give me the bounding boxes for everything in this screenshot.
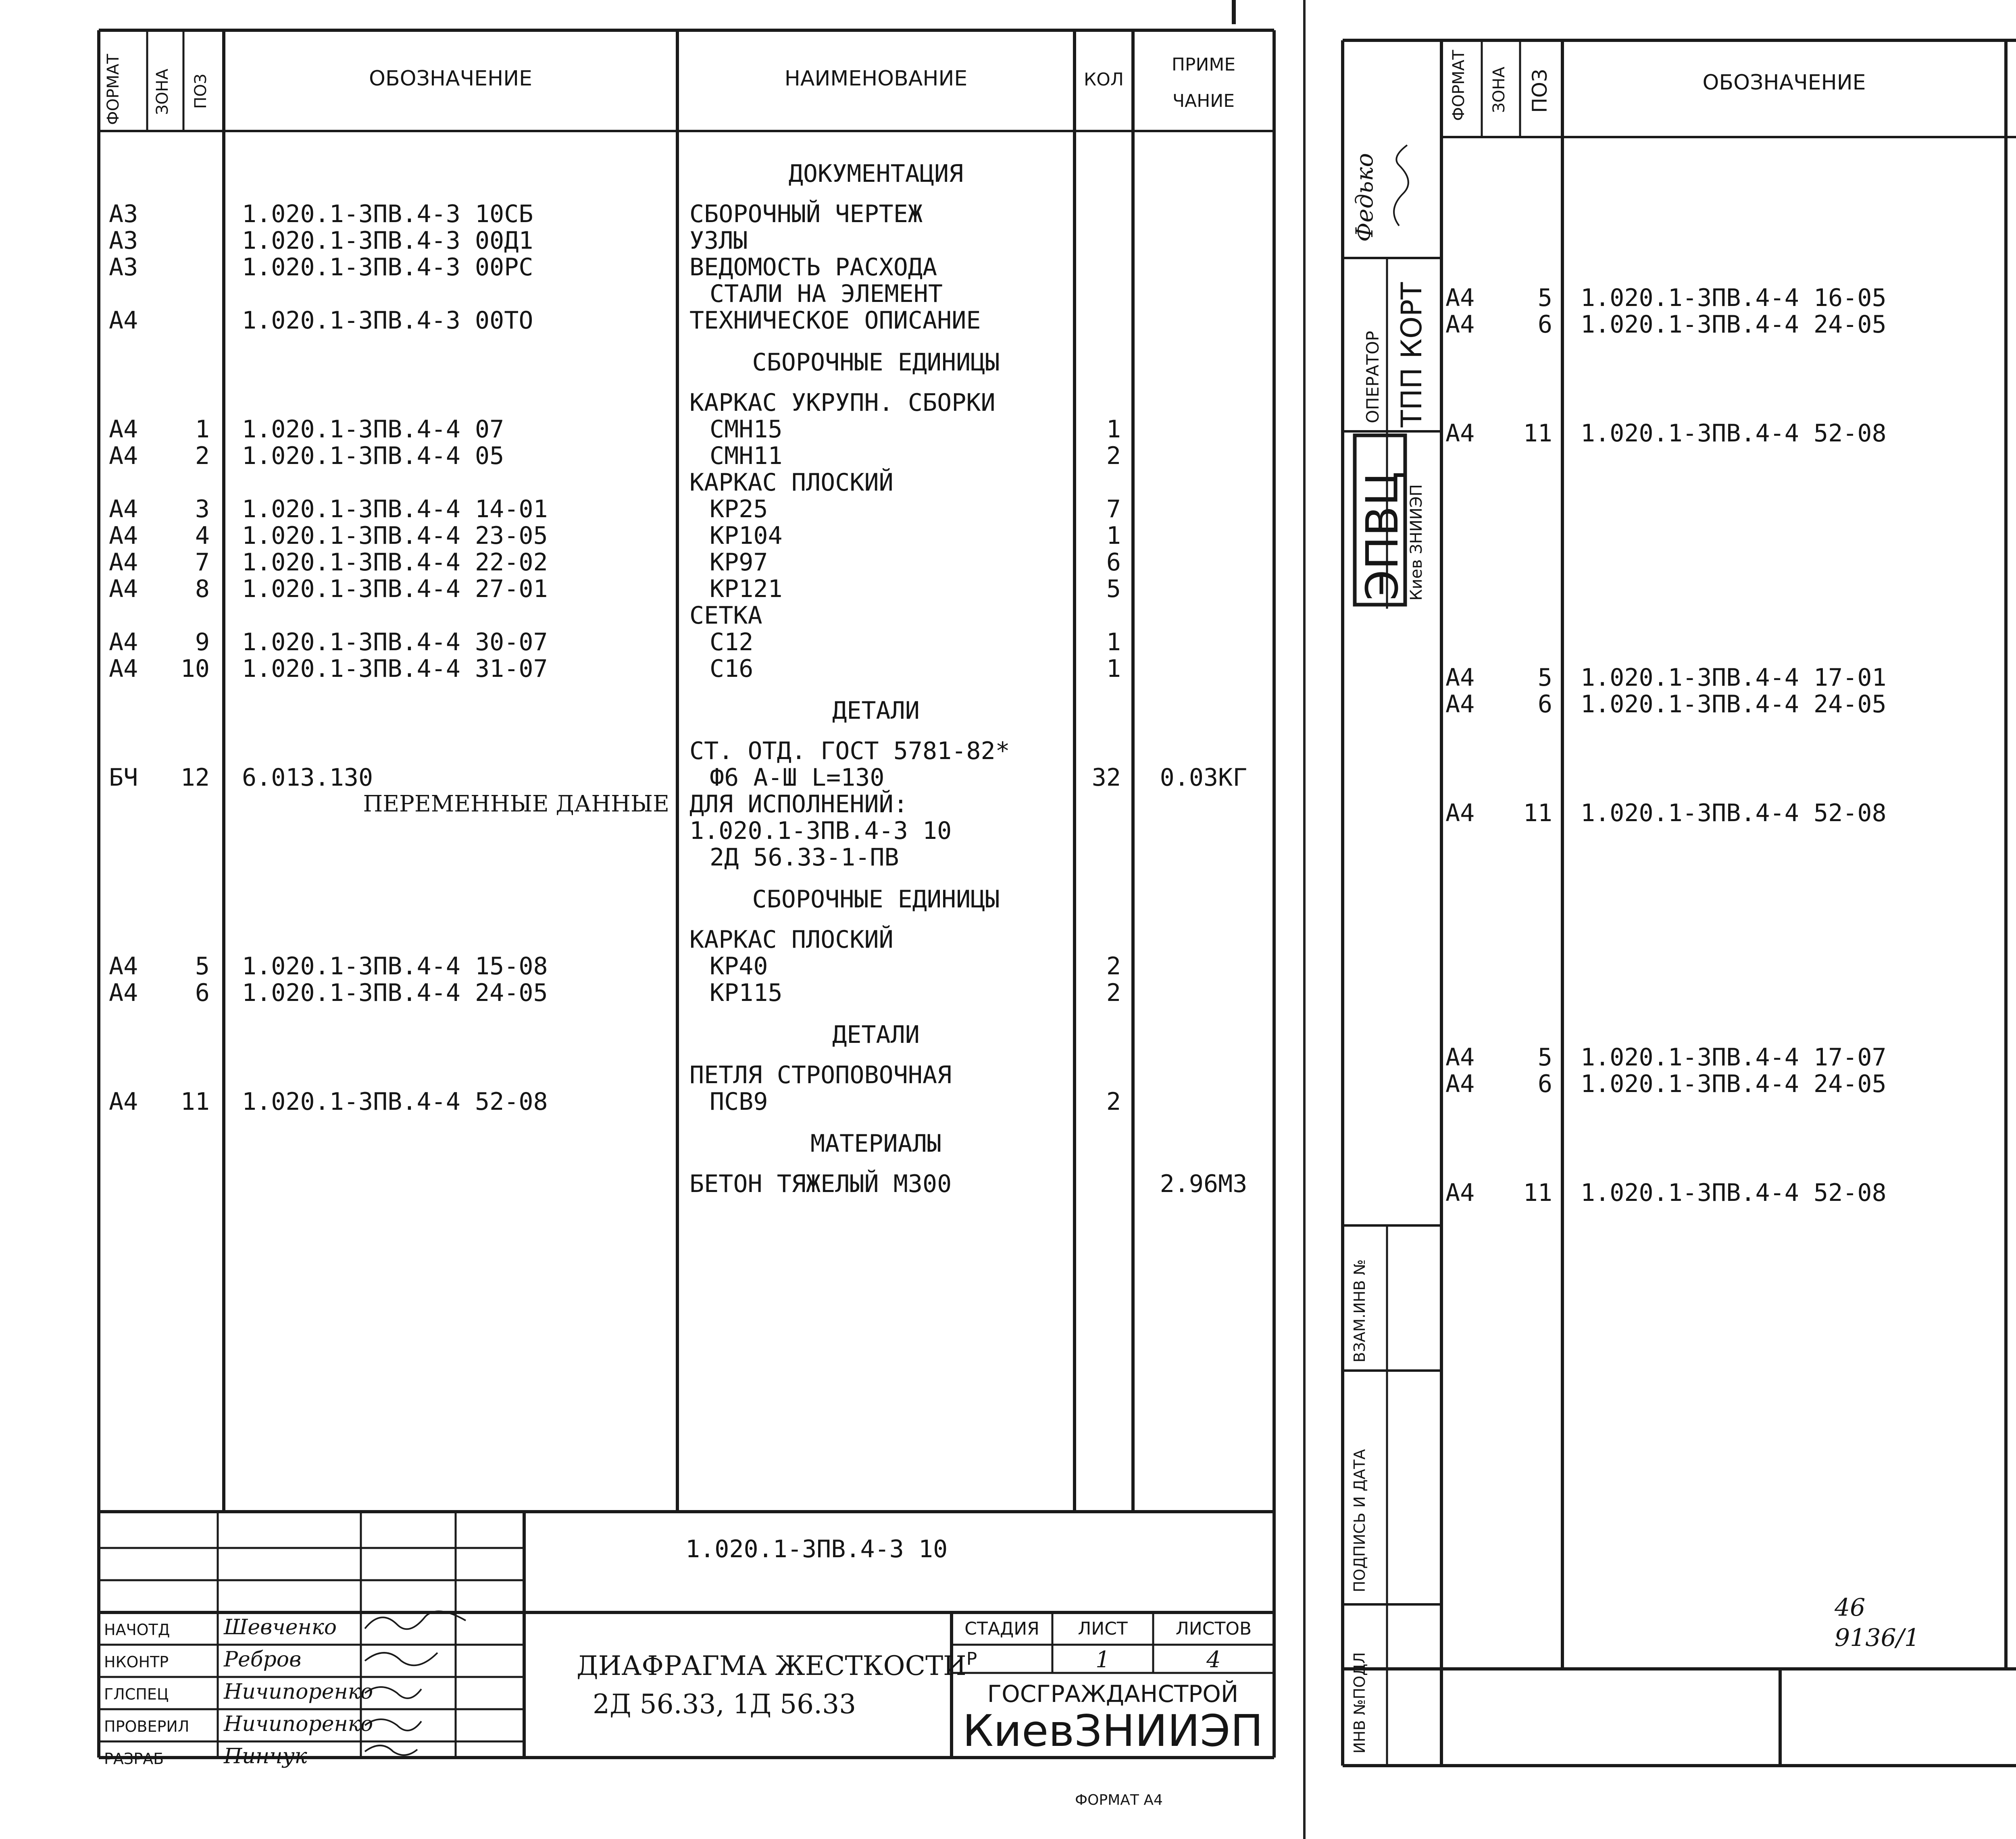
row-name: СМН11 (710, 442, 783, 470)
row-quantity: 5 (1106, 575, 1121, 603)
row-quantity: 7 (1106, 495, 1121, 523)
row-name: СТАЛИ НА ЭЛЕМЕНТ (710, 280, 943, 308)
row-designation: 1.020.1-3ПВ.4-4 15-08 (242, 952, 548, 980)
row-format: А4 (109, 628, 138, 656)
hdr-designation: ОБОЗНАЧЕНИЕ (369, 67, 532, 91)
row-name: Ф6 А-Ш L=130 (710, 763, 885, 792)
row-format: А4 (1445, 1179, 1475, 1207)
row-format: А4 (109, 548, 138, 576)
row-designation: 6.013.130 (242, 763, 373, 792)
row-position: 11 (180, 1088, 210, 1116)
row-position: 4 (195, 522, 210, 550)
left-format-caption: ФОРМАТ А4 (1075, 1792, 1163, 1808)
role-label: РАЗРАБ (104, 1750, 164, 1768)
row-format: А4 (109, 655, 138, 683)
row-section-title (2006, 1112, 2016, 1140)
row-name: КАРКАС ПЛОСКИЙ (689, 926, 893, 954)
stamp-hand-1: 46 (1835, 1594, 1866, 1622)
row-name: КР97 (710, 548, 768, 576)
row-position: 1 (195, 415, 210, 443)
left-sheet-value: 1 (1095, 1647, 1110, 1673)
row-name: ПСВ9 (710, 1088, 768, 1116)
row-format: А3 (109, 227, 138, 255)
row-quantity: 1 (1106, 655, 1121, 683)
role-label: ГЛСПЕЦ (104, 1685, 169, 1703)
left-sheet-label: ЛИСТ (1078, 1618, 1128, 1639)
row-format: А4 (109, 979, 138, 1007)
side-tpp: ТПП КОРТ (1395, 282, 1428, 427)
row-position: 5 (1537, 664, 1552, 692)
row-name: ПЕТЛЯ СТРОПОВОЧНАЯ (689, 1061, 952, 1089)
role-label: ПРОВЕРИЛ (104, 1718, 190, 1735)
row-position: 6 (1537, 1070, 1552, 1098)
row-designation: 1.020.1-3ПВ.4-4 14-01 (242, 495, 548, 523)
role-signature-name: Ребров (224, 1648, 302, 1672)
hdr-note-2: ЧАНИЕ (1172, 91, 1235, 111)
row-section-title (2006, 461, 2016, 489)
row-name: УЗЛЫ (689, 227, 748, 255)
row-section-title: ДОКУМЕНТАЦИЯ (788, 160, 964, 188)
hdr-format: ФОРМАТ (104, 54, 123, 125)
side-podpis: ПОДПИСЬ И ДАТА (1351, 1449, 1368, 1592)
row-name: СМН15 (710, 415, 783, 443)
row-name: КАРКАС ПЛОСКИЙ (689, 468, 893, 497)
row-designation: 1.020.1-3ПВ.4-4 52-08 (1581, 799, 1887, 827)
row-format: А4 (1445, 284, 1475, 312)
row-quantity: 1 (1106, 415, 1121, 443)
side-inv: ИНВ №ПОДЛ (1351, 1652, 1368, 1754)
row-designation: 1.020.1-3ПВ.4-4 16-05 (1581, 284, 1887, 312)
row-section-title (2006, 976, 2016, 1005)
role-label: НАЧОТД (104, 1621, 170, 1639)
row-format: А4 (109, 495, 138, 523)
row-quantity: 2 (1106, 979, 1121, 1007)
row-format: А4 (109, 442, 138, 470)
hdr-designation-r: ОБОЗНАЧЕНИЕ (1702, 71, 1866, 95)
hdr-format-r: ФОРМАТ (1450, 50, 1468, 121)
row-section-title (2006, 1221, 2016, 1249)
row-format: А3 (109, 200, 138, 228)
row-position: 6 (1537, 310, 1552, 339)
row-designation: 1.020.1-3ПВ.4-4 07 (242, 415, 504, 443)
row-section-title (2006, 597, 2016, 625)
row-designation: 1.020.1-3ПВ.4-3 00Д1 (242, 227, 533, 255)
row-format: А4 (109, 1088, 138, 1116)
role-signature-name: Пинчук (224, 1744, 307, 1768)
row-name: КР121 (710, 575, 783, 603)
row-designation: 1.020.1-3ПВ.4-4 24-05 (1581, 690, 1887, 718)
row-format: А4 (1445, 310, 1475, 339)
row-position: 6 (195, 979, 210, 1007)
row-position: 11 (1523, 1179, 1552, 1207)
row-position: 5 (1537, 1043, 1552, 1071)
row-name: КР115 (710, 979, 783, 1007)
left-doc-code: 1.020.1-3ПВ.4-3 10 (685, 1535, 948, 1563)
left-title-line1: ДИАФРАГМА ЖЕСТКОСТИ (577, 1650, 966, 1681)
row-section-title: СБОРОЧНЫЕ ЕДИНИЦЫ (752, 885, 1000, 913)
row-quantity: 1 (1106, 522, 1121, 550)
hdr-zone: ЗОНА (153, 69, 172, 115)
row-quantity: 2 (1106, 442, 1121, 470)
row-designation: 1.020.1-3ПВ.4-4 17-07 (1581, 1043, 1887, 1071)
row-designation: 1.020.1-3ПВ.4-4 23-05 (242, 522, 548, 550)
hdr-pos: ПОЗ (192, 73, 210, 109)
role-label: НКОНТР (104, 1653, 169, 1671)
left-sheets-label: ЛИСТОВ (1175, 1618, 1252, 1639)
row-position: 3 (195, 495, 210, 523)
side-operator: ОПЕРАТОР (1363, 331, 1383, 423)
row-section-title (2006, 217, 2016, 245)
hdr-pos-r: ПОЗ (1528, 69, 1552, 113)
row-name: ДЛЯ ИСПОЛНЕНИЙ: (689, 790, 908, 818)
row-position: 5 (195, 952, 210, 980)
row-section-title: МАТЕРИАЛЫ (810, 1130, 942, 1158)
hdr-qty: КОЛ (1084, 69, 1124, 90)
right-sheet (1331, 0, 2016, 1839)
row-position: 5 (1537, 284, 1552, 312)
row-format: А4 (109, 522, 138, 550)
row-section-title (2006, 841, 2016, 869)
row-quantity: 2 (1106, 952, 1121, 980)
side-epvc: ЭПВЦ (1356, 471, 1408, 601)
side-kiev: Киев ЗНИИЭП (1407, 484, 1426, 601)
row-position: 7 (195, 548, 210, 576)
row-format: А4 (1445, 419, 1475, 447)
left-org-1: ГОСГРАЖДАНСТРОЙ (987, 1680, 1239, 1708)
row-format: А4 (1445, 1070, 1475, 1098)
row-designation: 1.020.1-3ПВ.4-4 31-07 (242, 655, 548, 683)
row-designation: 1.020.1-3ПВ.4-4 24-05 (1581, 1070, 1887, 1098)
signature-scribbles (365, 1611, 466, 1755)
row-designation: 1.020.1-3ПВ.4-3 10СБ (242, 200, 533, 228)
row-format: А4 (109, 306, 138, 335)
row-section-title: ДЕТАЛИ (832, 697, 920, 725)
row-name: ВЕДОМОСТЬ РАСХОДА (689, 253, 937, 281)
row-name: ТЕХНИЧЕСКОЕ ОПИСАНИЕ (689, 306, 981, 335)
row-designation: 1.020.1-3ПВ.4-4 22-02 (242, 548, 548, 576)
row-note: 2.96М3 (1160, 1170, 1248, 1198)
side-hand-top: Федько (1351, 153, 1378, 242)
row-quantity: 6 (1106, 548, 1121, 576)
row-designation: 1.020.1-3ПВ.4-4 24-05 (242, 979, 548, 1007)
row-section-title: ДЕТАЛИ (832, 1021, 920, 1049)
role-signature-name: Ничипоренко (224, 1680, 373, 1704)
row-note: 0.03КГ (1160, 763, 1248, 792)
row-section-title: СБОРОЧНЫЕ ЕДИНИЦЫ (752, 348, 1000, 377)
left-stage-label: СТАДИЯ (964, 1618, 1039, 1639)
row-name: КАРКАС УКРУПН. СБОРКИ (689, 389, 996, 417)
row-designation: 1.020.1-3ПВ.4-4 24-05 (1581, 310, 1887, 339)
row-designation: 1.020.1-3ПВ.4-3 00ТО (242, 306, 533, 335)
row-format: А4 (1445, 799, 1475, 827)
row-designation: 1.020.1-3ПВ.4-4 05 (242, 442, 504, 470)
row-designation: 1.020.1-3ПВ.4-3 00РС (242, 253, 533, 281)
row-designation: 1.020.1-3ПВ.4-4 27-01 (242, 575, 548, 603)
row-designation: 1.020.1-3ПВ.4-4 52-08 (1581, 419, 1887, 447)
row-format: А4 (1445, 1043, 1475, 1071)
hdr-name-r (2006, 71, 2016, 95)
row-name: СЕТКА (689, 601, 762, 630)
row-position: 11 (1523, 419, 1552, 447)
row-name: 2Д 56.33-1-ПВ (710, 843, 899, 872)
row-position: 9 (195, 628, 210, 656)
row-name: С12 (710, 628, 754, 656)
row-position: 11 (1523, 799, 1552, 827)
row-designation: ПЕРЕМЕННЫЕ ДАННЫЕ (363, 791, 669, 817)
row-format: А4 (109, 575, 138, 603)
left-title-line2: 2Д 56.33, 1Д 56.33 (593, 1689, 856, 1720)
row-format: А4 (109, 952, 138, 980)
right-sheet-grid (1331, 0, 2016, 1839)
row-designation: 1.020.1-3ПВ.4-4 17-01 (1581, 664, 1887, 692)
hdr-zone-r: ЗОНА (1490, 67, 1508, 113)
row-position: 2 (195, 442, 210, 470)
row-position: 6 (1537, 690, 1552, 718)
row-name: СТ. ОТД. ГОСТ 5781-82* (689, 737, 1010, 765)
hdr-note-1: ПРИМЕ (1171, 54, 1236, 75)
hdr-name: НАИМЕНОВАНИЕ (784, 67, 968, 91)
row-name: СБОРОЧНЫЙ ЧЕРТЕЖ (689, 200, 923, 228)
row-format: А3 (109, 253, 138, 281)
role-signature-name: Шевченко (224, 1615, 337, 1639)
row-designation: 1.020.1-3ПВ.4-4 52-08 (242, 1088, 548, 1116)
left-org-2: КиевЗНИИЭП (962, 1706, 1263, 1756)
row-designation: 1.020.1-3ПВ.4-4 52-08 (1581, 1179, 1887, 1207)
row-format: А4 (109, 415, 138, 443)
right-side-signature (1394, 145, 1408, 226)
row-quantity: 2 (1106, 1088, 1121, 1116)
row-format: А4 (1445, 664, 1475, 692)
row-name: 1.020.1-3ПВ.4-3 10 (689, 817, 952, 845)
row-format: А4 (1445, 690, 1475, 718)
row-name: БЕТОН ТЯЖЕЛЫЙ М300 (689, 1170, 952, 1198)
left-stage-value: Р (966, 1649, 977, 1669)
row-name: КР40 (710, 952, 768, 980)
role-signature-name: Ничипоренко (224, 1712, 373, 1736)
row-name: КР25 (710, 495, 768, 523)
row-section-title (2006, 352, 2016, 381)
row-name: КР104 (710, 522, 783, 550)
row-designation: 1.020.1-3ПВ.4-4 30-07 (242, 628, 548, 656)
row-position: 10 (180, 655, 210, 683)
side-vzam: ВЗАМ.ИНВ № (1351, 1259, 1368, 1363)
left-sheets-value: 4 (1206, 1647, 1221, 1673)
stamp-hand-2: 9136/1 (1835, 1624, 1920, 1652)
row-name: С16 (710, 655, 754, 683)
row-quantity: 1 (1106, 628, 1121, 656)
row-format: БЧ (109, 763, 138, 792)
row-position: 12 (180, 763, 210, 792)
sheet-divider (1303, 0, 1306, 1839)
row-quantity: 32 (1091, 763, 1121, 792)
row-section-title (2006, 732, 2016, 760)
row-position: 8 (195, 575, 210, 603)
